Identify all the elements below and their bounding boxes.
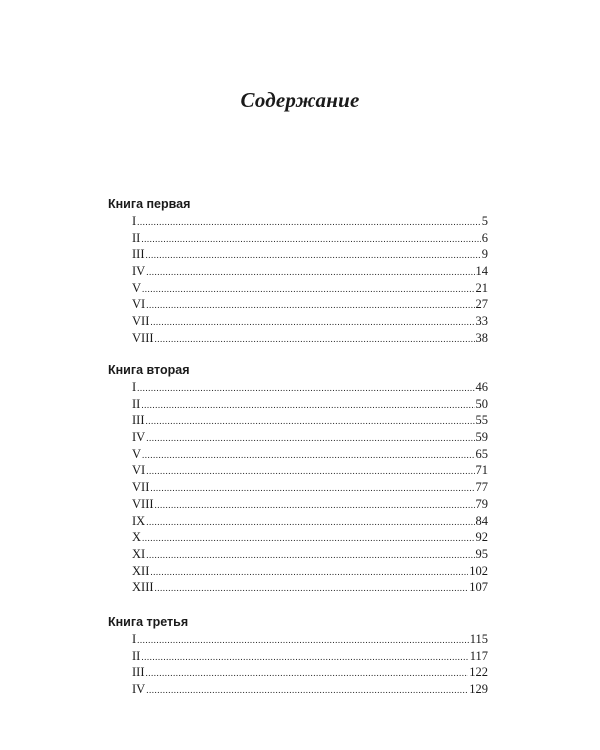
page-number: 9 [481, 247, 488, 262]
page-number: 46 [475, 380, 488, 394]
chapter-number: III [132, 413, 145, 428]
chapter-number: I [132, 380, 137, 394]
dot-leader [155, 580, 469, 597]
toc-entry [132, 429, 488, 446]
dot-leader [146, 463, 474, 480]
toc-entry [132, 263, 488, 280]
dot-leader [146, 247, 481, 264]
page-title: Содержание [240, 88, 360, 112]
dot-leader [137, 214, 481, 231]
page-number: 71 [475, 463, 488, 478]
toc-entry [132, 681, 488, 698]
dot-leader [142, 281, 474, 298]
page-number: 102 [469, 563, 488, 578]
toc-entry [132, 313, 488, 330]
toc-entry [132, 648, 488, 665]
page-number: 107 [469, 580, 488, 595]
chapter-number: XIII [132, 580, 154, 595]
chapter-number: II [132, 230, 141, 245]
chapter-number: IV [132, 264, 146, 279]
toc-entries [108, 379, 488, 596]
chapter-number: I [132, 632, 137, 646]
toc-entry [132, 546, 488, 563]
page-number: 59 [475, 430, 488, 445]
toc-entry [132, 462, 488, 479]
toc-entry [132, 496, 488, 513]
dot-leader [150, 314, 474, 331]
chapter-number: IV [132, 682, 146, 697]
chapter-number: I [132, 214, 137, 228]
toc-section-book-3 [108, 614, 488, 698]
page-number: 79 [475, 496, 488, 511]
chapter-number: V [132, 280, 142, 295]
toc-entry [132, 631, 488, 648]
dot-leader [150, 564, 468, 581]
chapter-number: III [132, 247, 145, 262]
toc-entry [132, 412, 488, 429]
dot-leader [146, 547, 474, 564]
toc-entry [132, 529, 488, 546]
page-number: 117 [469, 648, 488, 663]
chapter-number: XII [132, 563, 150, 578]
toc-entry [132, 213, 488, 230]
page-number: 27 [475, 297, 488, 312]
chapter-number: VII [132, 480, 150, 495]
toc-entries [108, 213, 488, 347]
dot-leader [141, 397, 474, 414]
page-number: 92 [475, 530, 488, 545]
chapter-number: IV [132, 430, 146, 445]
toc-entry [132, 330, 488, 347]
toc-entry [132, 446, 488, 463]
chapter-number: IX [132, 513, 146, 528]
toc-entry [132, 280, 488, 297]
dot-leader [146, 430, 474, 447]
page-number: 14 [475, 264, 488, 279]
toc-section-book-1 [108, 196, 488, 347]
toc-entry [132, 664, 488, 681]
section-heading: Книга третья [108, 615, 189, 629]
page-number: 122 [469, 665, 488, 680]
dot-leader [142, 530, 474, 547]
page-number: 6 [481, 230, 488, 245]
page-number: 38 [475, 330, 488, 345]
toc-entry [132, 563, 488, 580]
chapter-number: II [132, 396, 141, 411]
dot-leader [146, 682, 468, 699]
section-heading: Книга вторая [108, 363, 190, 377]
dot-leader [142, 447, 474, 464]
toc-entry [132, 246, 488, 263]
chapter-number: II [132, 648, 141, 663]
toc-entry [132, 479, 488, 496]
chapter-number: VI [132, 463, 146, 478]
toc-entry [132, 379, 488, 396]
toc-entry [132, 396, 488, 413]
chapter-number: X [132, 530, 142, 545]
dot-leader [146, 297, 474, 314]
chapter-number: VI [132, 297, 146, 312]
page-number: 129 [469, 682, 488, 697]
page-number: 5 [481, 214, 488, 228]
dot-leader [137, 632, 469, 649]
chapter-number: VIII [132, 496, 154, 511]
page-number: 84 [475, 513, 488, 528]
chapter-number: V [132, 446, 142, 461]
toc-entry [132, 513, 488, 530]
dot-leader [146, 514, 474, 531]
dot-leader [146, 665, 469, 682]
chapter-number: III [132, 665, 145, 680]
dot-leader [150, 480, 474, 497]
toc-entries [108, 631, 488, 698]
section-heading: Книга первая [108, 197, 191, 211]
page-number: 50 [475, 396, 488, 411]
page-number: 115 [469, 632, 488, 646]
dot-leader [141, 649, 468, 666]
dot-leader [141, 231, 480, 248]
page-number: 77 [475, 480, 488, 495]
dot-leader [137, 380, 474, 397]
toc-entry [132, 579, 488, 596]
dot-leader [155, 497, 475, 514]
chapter-number: VIII [132, 330, 154, 345]
page-number: 33 [475, 314, 488, 329]
dot-leader [146, 413, 475, 430]
chapter-number: VII [132, 314, 150, 329]
page-number: 65 [475, 446, 488, 461]
page-number: 21 [475, 280, 488, 295]
chapter-number: XI [132, 546, 146, 561]
toc-entry [132, 230, 488, 247]
dot-leader [146, 264, 474, 281]
toc-entry [132, 296, 488, 313]
page-number: 55 [475, 413, 488, 428]
dot-leader [155, 331, 475, 348]
toc-section-book-2 [108, 362, 488, 596]
page-number: 95 [475, 546, 488, 561]
